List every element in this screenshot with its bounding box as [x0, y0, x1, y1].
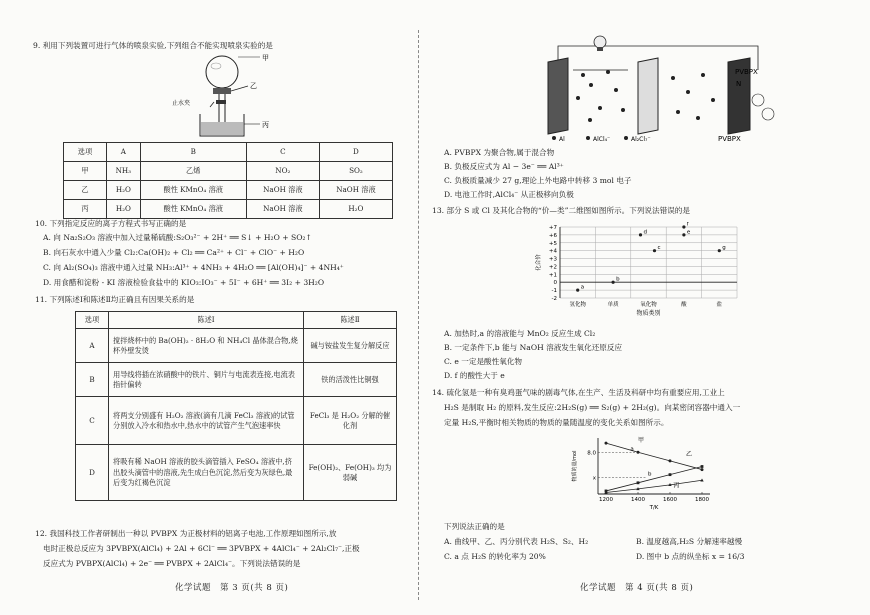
q13-option-a: A. 加热时,a 的溶液能与 MnO₂ 反应生成 Cl₂: [444, 329, 596, 338]
x-tick-label: 氧化物: [640, 302, 657, 308]
table-row: A 搅拌烧杯中的 Ba(OH)₂ · 8H₂O 和 NH₄Cl 晶体混合物,烧杯外壁发烫 碱与铵盐发生复分解反应: [76, 329, 397, 363]
x-tick-label: 氢化物: [569, 302, 586, 308]
y-tick-label: x: [592, 475, 596, 482]
q13-option-b: B. 一定条件下,b 能与 NaOH 溶液发生氧化还原反应: [444, 343, 623, 352]
q9-stem: 9. 利用下列装置可进行气体的喷泉实验,下列组合不能实现喷泉实验的是: [33, 41, 273, 50]
q11-stem: 11. 下列陈述Ⅰ和陈述Ⅱ均正确且有因果关系的是: [35, 295, 195, 304]
y-tick-label: 8.0: [587, 450, 596, 457]
series-point: [701, 465, 704, 468]
x-tick-label: 1600: [663, 497, 677, 503]
y-tick-label: +2: [548, 264, 557, 271]
page-4-footer: 化学试题 第 4 页(共 8 页): [580, 583, 694, 593]
q14-option-c: C. a 点 H₂S 的转化率为 20%: [444, 552, 546, 561]
q14-line-3: 定量 H₂S,平衡时相关物质的物质的量随温度的变化关系如图所示。: [444, 418, 669, 427]
q12-option-b: B. 负极反应式为 Al − 3e⁻ ══ Al³⁺: [444, 162, 564, 171]
series-name-label: 丙: [673, 482, 680, 490]
valence-class-chart: [532, 222, 747, 322]
q14-option-a: A. 曲线甲、乙、丙分别代表 H₂S、S₂、H₂: [444, 537, 589, 546]
th-d: D: [319, 143, 392, 162]
battery-figure: [528, 30, 778, 142]
series-point: [605, 442, 608, 445]
y-tick-label: +3: [548, 256, 557, 263]
x-tick-label: 1800: [695, 497, 709, 503]
point-e: [682, 233, 685, 236]
series-line-1: [606, 480, 702, 492]
series-point: [605, 490, 608, 493]
q13-option-c: C. e 一定是酸性氧化物: [444, 357, 523, 366]
q14-option-d: D. 图中 b 点的纵坐标 x = 16/3: [636, 552, 745, 561]
point-b: [612, 281, 615, 284]
x-tick-label: 1200: [599, 497, 613, 503]
legend-al: Al: [559, 136, 565, 142]
series-point: [700, 478, 703, 481]
series-point: [669, 459, 672, 462]
q9-table: [63, 142, 393, 219]
y-tick-label: -2: [551, 296, 557, 302]
series-name-label: 乙: [686, 450, 693, 458]
point-d: [639, 233, 642, 236]
y-tick-label: +7: [548, 225, 557, 231]
x-tick-label: 单质: [607, 302, 619, 308]
q12-option-a: A. PVBPX 为聚合物,属于混合物: [444, 148, 555, 157]
x-tick-label: 酸: [681, 302, 687, 308]
q10-option-c: C. 向 Al₂(SO₄)₃ 溶液中通入过量 NH₃:Al³⁺ + 4NH₃ + 4H₂O ══ [Al(OH)₄]⁻ + 4NH₄⁺: [43, 263, 344, 272]
q12-option-d: D. 电池工作时,AlCl₄⁻ 从正极移向负极: [444, 190, 574, 199]
label-bing: 丙: [262, 121, 269, 129]
y-tick-label: +4: [548, 248, 557, 255]
point-g: [718, 249, 721, 252]
svg-text:N: N: [736, 80, 742, 88]
series-point: [637, 451, 640, 454]
point-c: [653, 249, 656, 252]
point-label-c: c: [657, 245, 661, 252]
q12-line-2: 电时正极总反应为 3PVBPX(AlCl₄) + 2Al + 6Cl⁻ ══ 3PVBPX + 4AlCl₄⁻ + 2Al₂Cl₇⁻,正极: [43, 544, 360, 553]
fountain-apparatus-figure: [170, 52, 290, 137]
table-header-row: 选项 陈述Ⅰ 陈述Ⅱ: [76, 312, 397, 329]
table-row: 丙 H₂O 酸性 KMnO₄ 溶液 NaOH 溶液 H₂O: [64, 200, 393, 219]
q10-stem: 10. 下列指定反应的离子方程式书写正确的是: [35, 219, 187, 228]
th-a: A: [107, 143, 141, 162]
point-label-e: e: [686, 229, 691, 236]
x-axis-label: T/K: [649, 505, 659, 511]
series-point: [669, 473, 672, 476]
x-tick-label: 1400: [631, 497, 645, 503]
series-point: [637, 481, 640, 484]
table-header-row: [64, 143, 393, 162]
y-tick-label: +1: [548, 272, 557, 279]
legend-al2cl7: Al₂Cl₇⁻: [631, 136, 651, 142]
q12-option-c: C. 负极质量减少 27 g,理论上外电路中转移 3 mol 电子: [444, 176, 632, 185]
table-row: 乙 H₂O 酸性 KMnO₄ 溶液 NaOH 溶液 NaOH 溶液: [64, 181, 393, 200]
annotation-b: b: [648, 471, 652, 478]
point-f: [682, 225, 685, 228]
q14-line-2: H₂S 是制取 H₂ 的原料,发生反应:2H₂S(g) ══ S₂(g) + 2H₂(g)。向某密闭容器中通入一: [444, 403, 741, 412]
table-row: 甲 NH₃ 乙烯 NO₂ SO₂: [64, 162, 393, 181]
q13-stem: 13. 部分 S 或 Cl 及其化合物的“价—类”二维图如图所示。下列说法错误的是: [432, 206, 690, 215]
page-3-footer: 化学试题 第 3 页(共 8 页): [175, 583, 289, 593]
q14-option-b: B. 温度越高,H₂S 分解速率越慢: [636, 537, 743, 546]
pvbpx-polymer-label: PVBPX: [735, 68, 758, 76]
label-jia: 甲: [262, 54, 269, 62]
point-label-f: f: [686, 222, 689, 228]
table-row: B 用导线将插在浓硝酸中的铁片、铜片与电流表连接,电流表指针偏转 铁的活泼性比铜强: [76, 363, 397, 397]
x-axis-label: 物质类别: [636, 310, 661, 317]
y-tick-label: +6: [548, 232, 557, 239]
q10-option-a: A. 向 Na₂S₂O₃ 溶液中加入过量稀硫酸:S₂O₃²⁻ + 2H⁺ ══ S↓ + H₂O + SO₂↑: [43, 233, 312, 242]
q11-table: [75, 311, 397, 501]
th-c: C: [246, 143, 319, 162]
q10-option-d: D. 用食醋和淀粉 - KI 溶液检验食盐中的 KIO₃:IO₃⁻ + 5I⁻ + 6H⁺ ══ 3I₂ + 3H₂O: [43, 278, 325, 287]
table-row: D 将吸有稀 NaOH 溶液的胶头滴管插入 FeSO₄ 溶液中,挤出胶头滴管中的溶液,先生成白色沉淀,然后变为灰绿色,最后变为红褐色沉淀 Fe(OH)₂、Fe(OH)₃ 均为弱碱: [76, 445, 397, 501]
q12-line-1: 12. 我国科技工作者研制出一种以 PVBPX 为正极材料的铝离子电池,工作原理如图所示,放: [35, 529, 337, 538]
x-tick-label: 盐: [716, 302, 723, 308]
q12-line-3: 反应式为 PVBPX(AlCl₄) + 2e⁻ ══ PVBPX + 2AlCl₄⁻。下列说法错误的是: [43, 559, 301, 568]
q10-option-b: B. 向石灰水中通入少量 Cl₂:Ca(OH)₂ + Cl₂ ══ Ca²⁺ + Cl⁻ + ClO⁻ + H₂O: [43, 248, 305, 257]
point-label-b: b: [616, 276, 620, 283]
series-point: [701, 468, 704, 471]
label-yi: 乙: [250, 82, 257, 90]
annotation-a: a: [630, 446, 634, 453]
pvbpx-label: PVBPX: [718, 135, 741, 142]
y-tick-label: -1: [551, 288, 557, 295]
y-tick-label: +5: [548, 240, 557, 247]
legend-alcl4: AlCl₄⁻: [593, 136, 611, 142]
page-divider: [418, 30, 419, 600]
series-line-2: [606, 467, 702, 491]
q13-option-d: D. f 的酸性大于 e: [444, 371, 505, 380]
label-stopcock: 止水夹: [172, 100, 191, 107]
point-label-a: a: [580, 284, 585, 291]
y-axis-label: 物质的量/mol: [572, 450, 578, 482]
th-b: B: [140, 143, 246, 162]
table-row: C 将两支分别盛有 H₂O₂ 溶液(滴有几滴 FeCl₃ 溶液)的试管分别放入冷水和热水中,热水中的试管产生气泡速率快 FeCl₃ 是 H₂O₂ 分解的催化剂: [76, 397, 397, 445]
point-a: [576, 289, 579, 292]
y-tick-label: 0: [553, 280, 557, 287]
bulb-icon: [594, 36, 606, 48]
series-name-label: 甲: [638, 437, 645, 445]
point-label-d: d: [643, 229, 647, 236]
q14-line-1: 14. 硫化氢是一种有臭鸡蛋气味的剧毒气体,在生产、生活及科研中均有重要应用,工业上: [432, 388, 725, 397]
y-axis-label: 化合价: [536, 254, 542, 271]
th-option: 选项: [64, 143, 107, 162]
temperature-chart: [570, 432, 720, 514]
point-label-g: g: [722, 245, 726, 252]
q14-question: 下列说法正确的是: [444, 522, 505, 531]
